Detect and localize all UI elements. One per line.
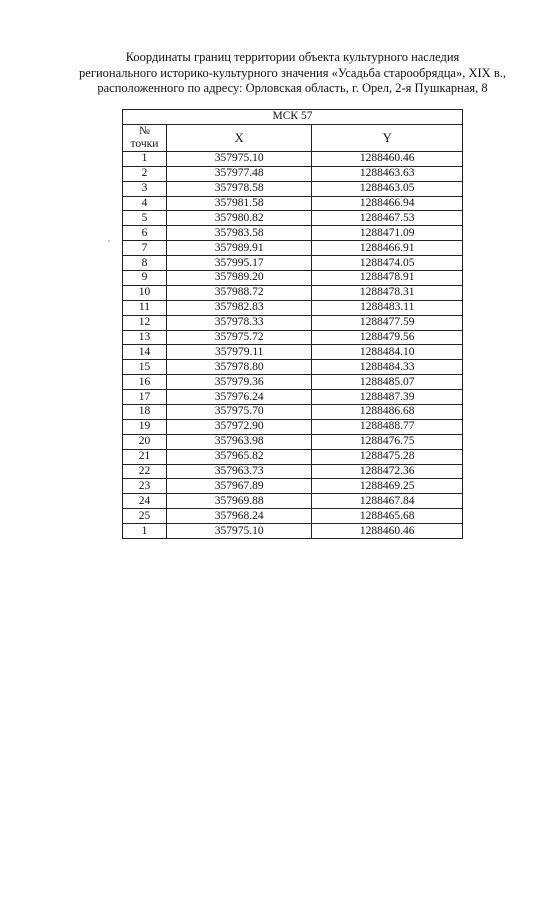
coordinates-table-body [123,151,463,538]
table-row [123,151,463,166]
y-coordinate-cell: 1288483.11 [312,300,463,315]
table-row [123,434,463,449]
column-header-x: X [166,124,312,151]
point-number-cell: 16 [123,375,167,390]
point-number-cell: 3 [123,181,167,196]
y-coordinate-cell: 1288460.46 [312,524,463,539]
x-coordinate-cell: 357989.91 [166,241,312,256]
x-coordinate-cell: 357981.58 [166,196,312,211]
x-coordinate-cell: 357979.36 [166,375,312,390]
point-number-cell: 12 [123,315,167,330]
coordinates-table [122,109,463,539]
table-row [123,375,463,390]
y-coordinate-cell: 1288479.56 [312,330,463,345]
x-coordinate-cell: 357967.89 [166,479,312,494]
y-coordinate-cell: 1288472.36 [312,464,463,479]
y-coordinate-cell: 1288478.91 [312,271,463,286]
y-coordinate-cell: 1288485.07 [312,375,463,390]
point-number-cell: 1 [123,524,167,539]
point-number-cell: 13 [123,330,167,345]
x-coordinate-cell: 357969.88 [166,494,312,509]
y-coordinate-cell: 1288475.28 [312,449,463,464]
point-number-cell: 14 [123,345,167,360]
table-row [123,211,463,226]
y-coordinate-cell: 1288463.63 [312,166,463,181]
y-coordinate-cell: 1288465.68 [312,509,463,524]
table-row [123,449,463,464]
x-coordinate-cell: 357978.58 [166,181,312,196]
x-coordinate-cell: 357975.10 [166,524,312,539]
y-coordinate-cell: 1288467.84 [312,494,463,509]
y-coordinate-cell: 1288476.75 [312,434,463,449]
y-coordinate-cell: 1288466.94 [312,196,463,211]
point-number-cell: 23 [123,479,167,494]
x-coordinate-cell: 357988.72 [166,285,312,300]
table-row [123,271,463,286]
column-header-y: Y [312,124,463,151]
document-heading [60,50,525,97]
table-row [123,524,463,539]
point-number-cell: 19 [123,419,167,434]
point-number-cell: 6 [123,226,167,241]
heading-line-2: регионального историко-культурного значения «Усадьба старообрядца», XIX в., [79,65,506,80]
y-coordinate-cell: 1288484.10 [312,345,463,360]
point-number-cell: 8 [123,256,167,271]
y-coordinate-cell: 1288463.05 [312,181,463,196]
y-coordinate-cell: 1288466.91 [312,241,463,256]
table-row [123,509,463,524]
table-row [123,196,463,211]
point-number-cell: 2 [123,166,167,181]
x-coordinate-cell: 357978.33 [166,315,312,330]
point-number-cell: 10 [123,285,167,300]
y-coordinate-cell: 1288487.39 [312,390,463,405]
column-header-number-line1: № [138,124,150,137]
table-row [123,241,463,256]
point-number-cell: 4 [123,196,167,211]
y-coordinate-cell: 1288467.53 [312,211,463,226]
x-coordinate-cell: 357972.90 [166,419,312,434]
table-row [123,181,463,196]
table-row [123,330,463,345]
point-number-cell: 25 [123,509,167,524]
table-row [123,479,463,494]
table-row [123,419,463,434]
x-coordinate-cell: 357982.83 [166,300,312,315]
x-coordinate-cell: 357975.72 [166,330,312,345]
table-row [123,285,463,300]
y-coordinate-cell: 1288486.68 [312,405,463,420]
table-row [123,464,463,479]
heading-line-3: расположенного по адресу: Орловская область, г. Орел, 2-я Пушкарная, 8 [97,81,488,95]
point-number-cell: 21 [123,449,167,464]
table-row [123,494,463,509]
column-header-number [123,124,167,151]
point-number-cell: 17 [123,390,167,405]
table-row [123,166,463,181]
x-coordinate-cell: 357977.48 [166,166,312,181]
x-coordinate-cell: 357963.73 [166,464,312,479]
x-coordinate-cell: 357968.24 [166,509,312,524]
table-row [123,300,463,315]
x-coordinate-cell: 357995.17 [166,256,312,271]
y-coordinate-cell: 1288478.31 [312,285,463,300]
x-coordinate-cell: 357975.10 [166,151,312,166]
point-number-cell: 24 [123,494,167,509]
x-coordinate-cell: 357975.70 [166,405,312,420]
x-coordinate-cell: 357978.80 [166,360,312,375]
x-coordinate-cell: 357963.98 [166,434,312,449]
heading-line-1: Координаты границ территории объекта культурного наследия [125,50,460,64]
scan-speck [108,240,110,242]
y-coordinate-cell: 1288477.59 [312,315,463,330]
x-coordinate-cell: 357989.20 [166,271,312,286]
table-row [123,390,463,405]
table-row [123,345,463,360]
point-number-cell: 20 [123,434,167,449]
point-number-cell: 11 [123,300,167,315]
table-row [123,360,463,375]
table-row [123,256,463,271]
table-caption: МСК 57 [123,110,463,125]
x-coordinate-cell: 357965.82 [166,449,312,464]
y-coordinate-cell: 1288488.77 [312,419,463,434]
y-coordinate-cell: 1288484.33 [312,360,463,375]
table-row [123,315,463,330]
y-coordinate-cell: 1288460.46 [312,151,463,166]
x-coordinate-cell: 357979.11 [166,345,312,360]
x-coordinate-cell: 357976.24 [166,390,312,405]
table-row [123,226,463,241]
y-coordinate-cell: 1288469.25 [312,479,463,494]
point-number-cell: 7 [123,241,167,256]
x-coordinate-cell: 357980.82 [166,211,312,226]
column-header-number-line2: точки [130,137,159,150]
y-coordinate-cell: 1288474.05 [312,256,463,271]
point-number-cell: 15 [123,360,167,375]
point-number-cell: 22 [123,464,167,479]
point-number-cell: 18 [123,405,167,420]
point-number-cell: 9 [123,271,167,286]
table-row [123,405,463,420]
point-number-cell: 5 [123,211,167,226]
point-number-cell: 1 [123,151,167,166]
y-coordinate-cell: 1288471.09 [312,226,463,241]
x-coordinate-cell: 357983.58 [166,226,312,241]
